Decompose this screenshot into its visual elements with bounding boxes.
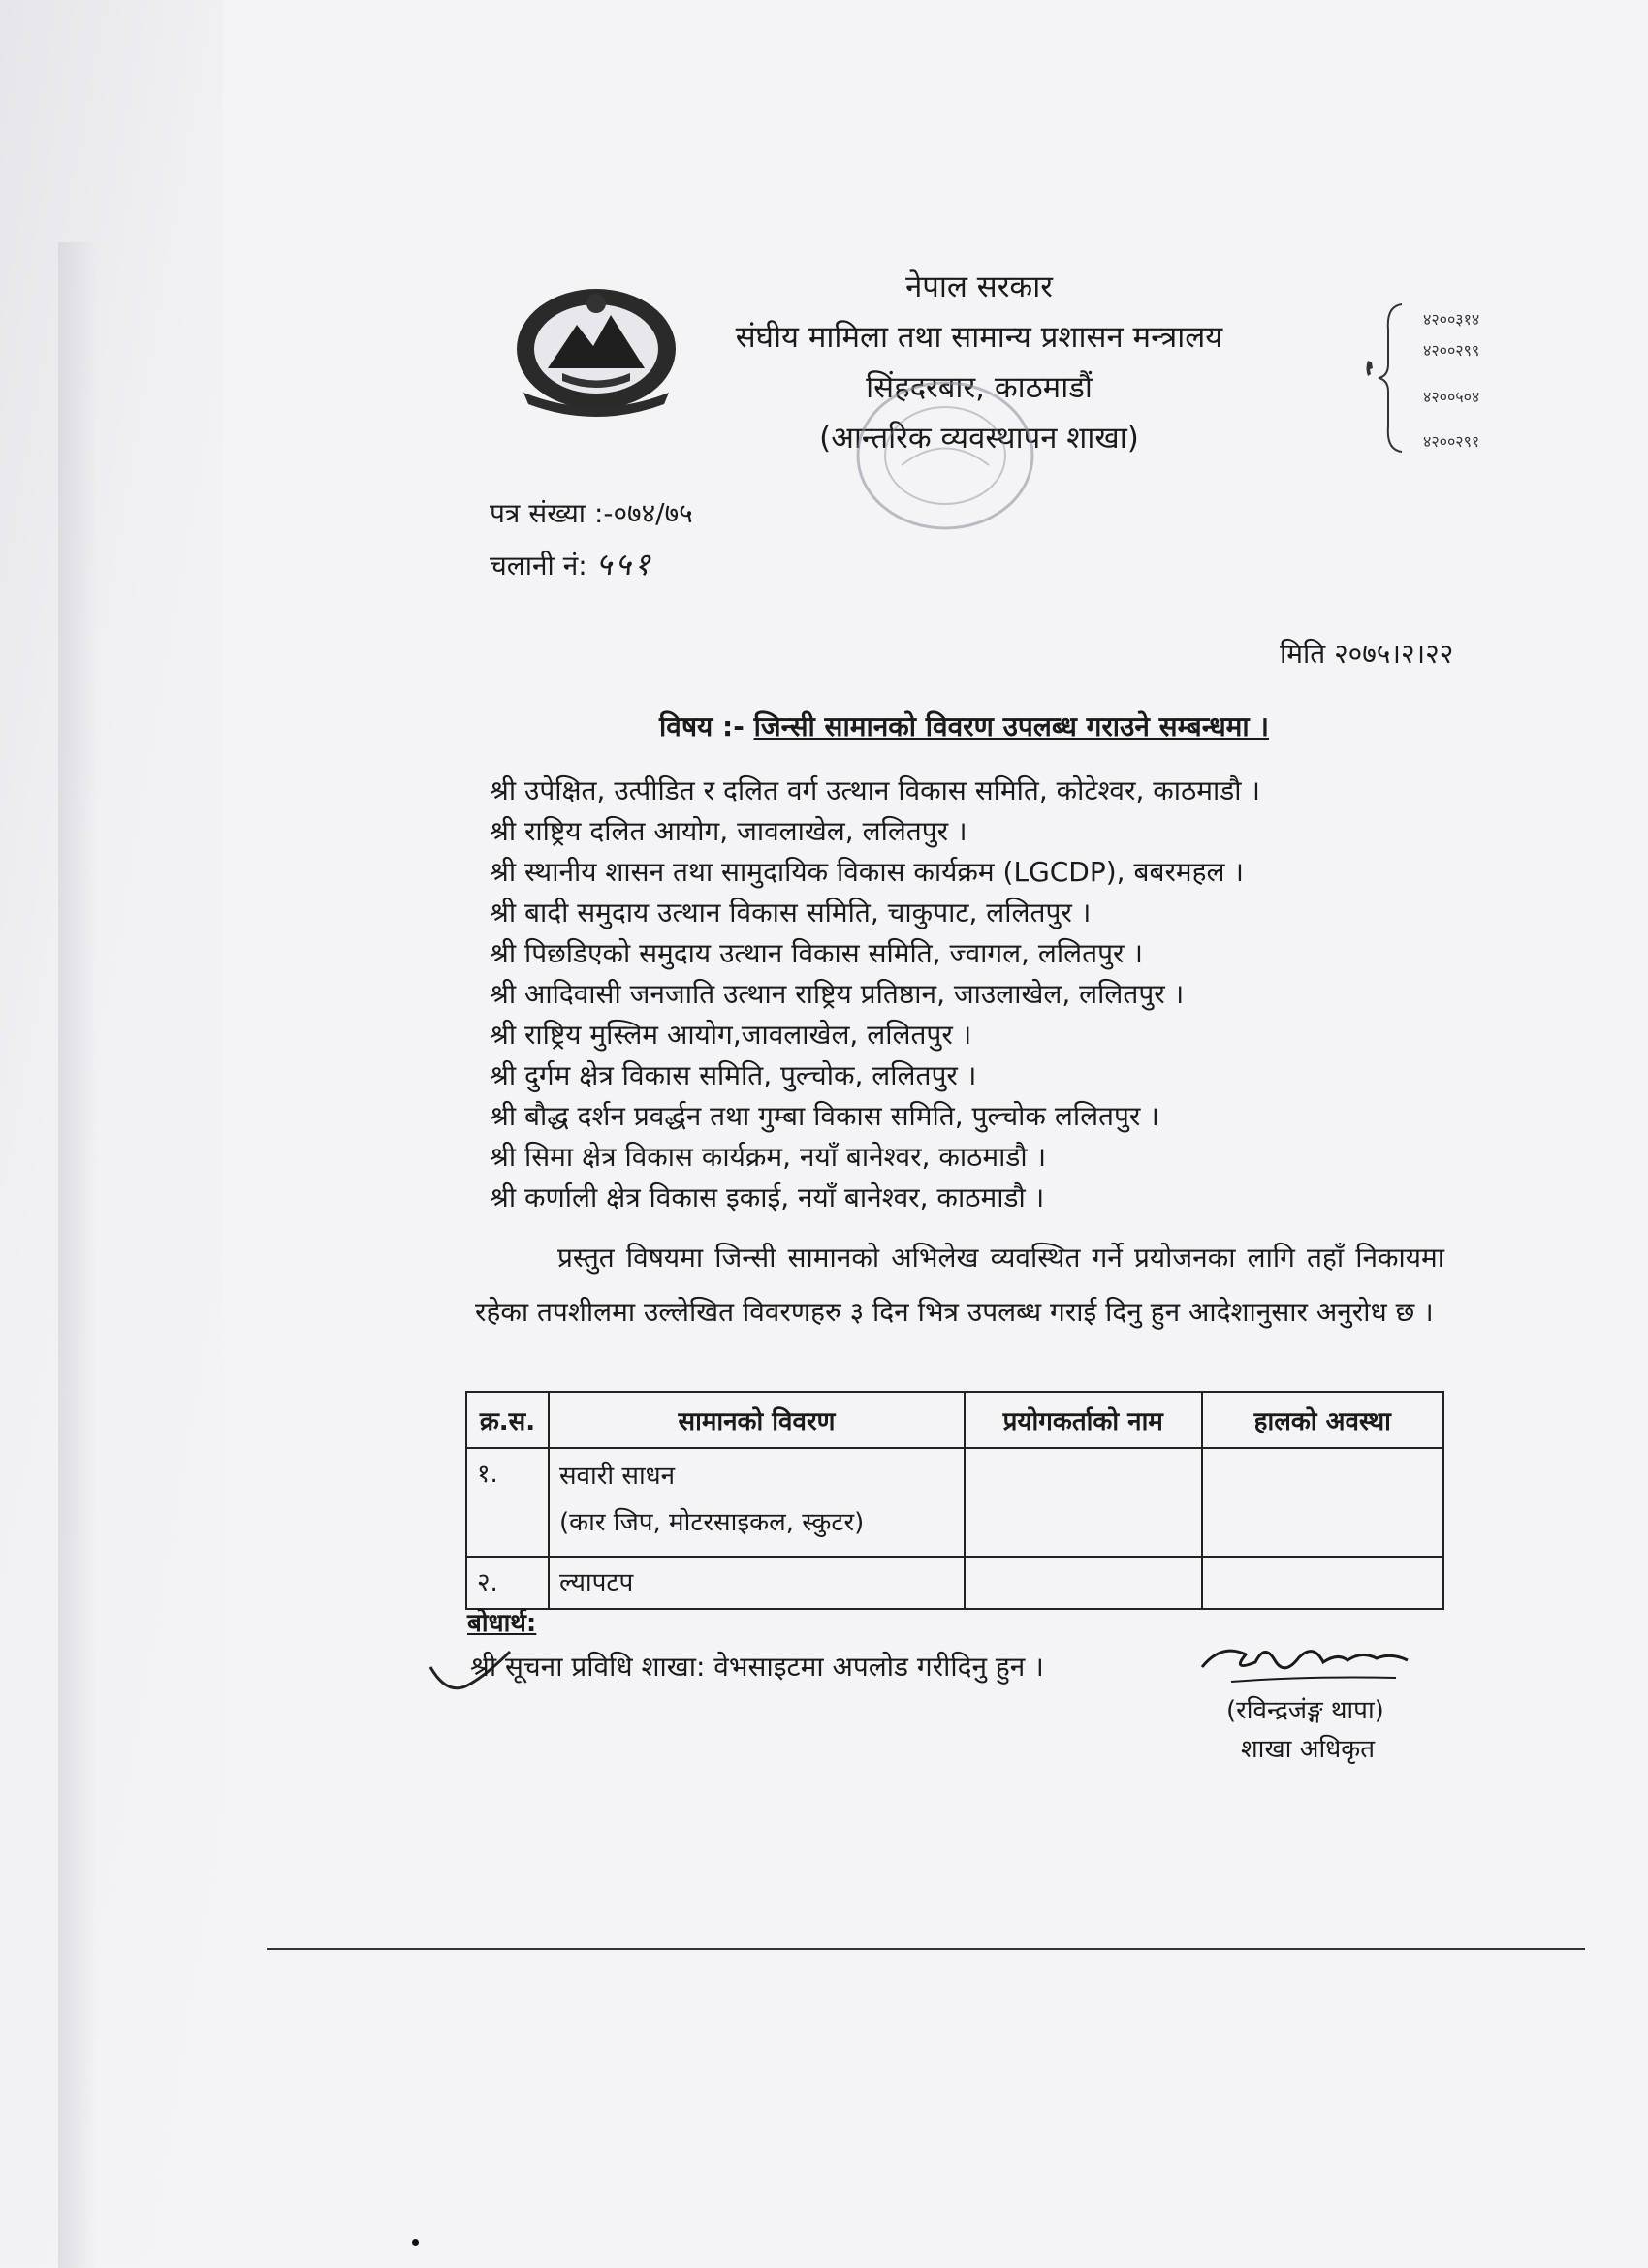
item-cell: ल्यापटप [549, 1557, 965, 1609]
branch-name: (आन्तरिक व्यवस्थापन शाखा) [819, 421, 1139, 456]
items-table [465, 1391, 1444, 1610]
column-header: प्रयोगकर्ताको नाम [965, 1392, 1202, 1448]
recipient-item: श्री बादी समुदाय उत्थान विकास समिति, चाकुपाट, ललितपुर । [490, 897, 1092, 929]
column-header: हालको अवस्था [1202, 1392, 1443, 1448]
user-cell [965, 1557, 1202, 1609]
serial-cell: २. [466, 1557, 549, 1609]
phone-number: ४२००५०४ [1423, 388, 1480, 406]
serial-cell: १. [466, 1448, 549, 1557]
recipient-item: श्री दुर्गम क्षेत्र विकास समिति, पुल्चोक, ललितपुर । [490, 1059, 977, 1091]
recipient-item: श्री उपेक्षित, उत्पीडित र दलित वर्ग उत्थान विकास समिति, कोटेश्वर, काठमाडौ । [490, 774, 1261, 806]
table-row [466, 1557, 1443, 1609]
subject-text: जिन्सी सामानको विवरण उपलब्ध गराउने सम्बन्धमा । [753, 710, 1270, 742]
subject-label: विषय :- [659, 710, 745, 742]
cc-recipient: श्री सूचना प्रविधि शाखा: वेभसाइटमा अपलोड गरीदिनु हुन । [470, 1651, 1044, 1683]
signature-icon [1192, 1633, 1415, 1691]
phone-number: ४२००२९१ [1423, 432, 1480, 451]
recipient-list [490, 771, 1362, 1218]
subject-line [659, 708, 1269, 744]
office-seal-icon [848, 373, 1042, 538]
table-row [466, 1448, 1443, 1557]
scan-shadow [0, 0, 223, 2266]
recipient-item: श्री सिमा क्षेत्र विकास कार्यक्रम, नयाँ बानेश्वर, काठमाडौ । [490, 1141, 1047, 1173]
phone-number: ४२००२९९ [1423, 341, 1480, 360]
item-cell [549, 1448, 965, 1557]
recipient-item: श्री आदिवासी जनजाति उत्थान राष्ट्रिय प्रतिष्ठान, जाउलाखेल, ललितपुर । [490, 978, 1185, 1010]
recipient-item: श्री कर्णाली क्षेत्र विकास इकाई, नयाँ बानेश्वर, काठमाडौ । [490, 1181, 1045, 1213]
ministry-name: संघीय मामिला तथा सामान्य प्रशासन मन्त्रालय [735, 320, 1223, 355]
signatory-name: (रविन्द्रजंङ्ग थापा) [1226, 1696, 1384, 1725]
column-header: क्र.स. [466, 1392, 549, 1448]
brace-icon [1377, 300, 1406, 456]
table-header-row [466, 1392, 1443, 1448]
letter-body: प्रस्तुत विषयमा जिन्सी सामानको अभिलेख व्यवस्थित गर्ने प्रयोजनका लागि तहाँ निकायमा रहेका तपशीलमा उल्लेखित विवरणहरु ३ दिन भित्र उपलब्ध गराई दिनु हुन आदेशानुसार अनुरोध छ । [475, 1242, 1444, 1328]
status-cell [1202, 1557, 1443, 1609]
recipient-item: श्री राष्ट्रिय मुस्लिम आयोग,जावलाखेल, ललितपुर । [490, 1019, 972, 1051]
user-cell [965, 1448, 1202, 1557]
recipient-item: श्री राष्ट्रिय दलित आयोग, जावलाखेल, ललितपुर । [490, 815, 967, 847]
government-name: नेपाल सरकार [905, 269, 1053, 304]
status-cell [1202, 1448, 1443, 1557]
dispatch-label: चलानी नं: [490, 550, 587, 582]
phone-number: ४२००३१४ [1423, 310, 1480, 329]
item-name: सवारी साधन [558, 1462, 676, 1491]
dispatch-number-line [490, 543, 653, 584]
recipient-item: श्री बौद्ध दर्शन प्रवर्द्धन तथा गुम्बा विकास समिति, पुल्चोक ललितपुर । [490, 1100, 1159, 1132]
phone-numbers [1377, 300, 1532, 456]
nepal-emblem-icon [504, 276, 688, 422]
item-detail: (कार जिप, मोटरसाइकल, स्कुटर) [558, 1508, 865, 1537]
column-header: सामानको विवरण [549, 1392, 965, 1448]
scan-fold-shadow [58, 242, 97, 2268]
recipient-item: श्री स्थानीय शासन तथा सामुदायिक विकास कार्यक्रम (LGCDP), बबरमहल । [490, 856, 1245, 888]
footer-rule [267, 1948, 1585, 1950]
dispatch-number: ५५१ [595, 546, 653, 583]
letter-number: पत्र संख्या :-०७४/७५ [490, 497, 693, 529]
telephone-icon [1365, 359, 1379, 378]
scan-dot [412, 2239, 419, 2246]
recipient-item: श्री पिछडिएको समुदाय उत्थान विकास समिति, ज्वागल, ललितपुर । [490, 937, 1143, 969]
signatory-title: शाखा अधिकृत [1241, 1735, 1376, 1764]
cc-label: बोधार्थ: [467, 1609, 537, 1638]
office-location: सिंहदरबार, काठमाडौं [866, 370, 1093, 405]
letter-date: मिति २०७५।२।२२ [1280, 638, 1454, 670]
